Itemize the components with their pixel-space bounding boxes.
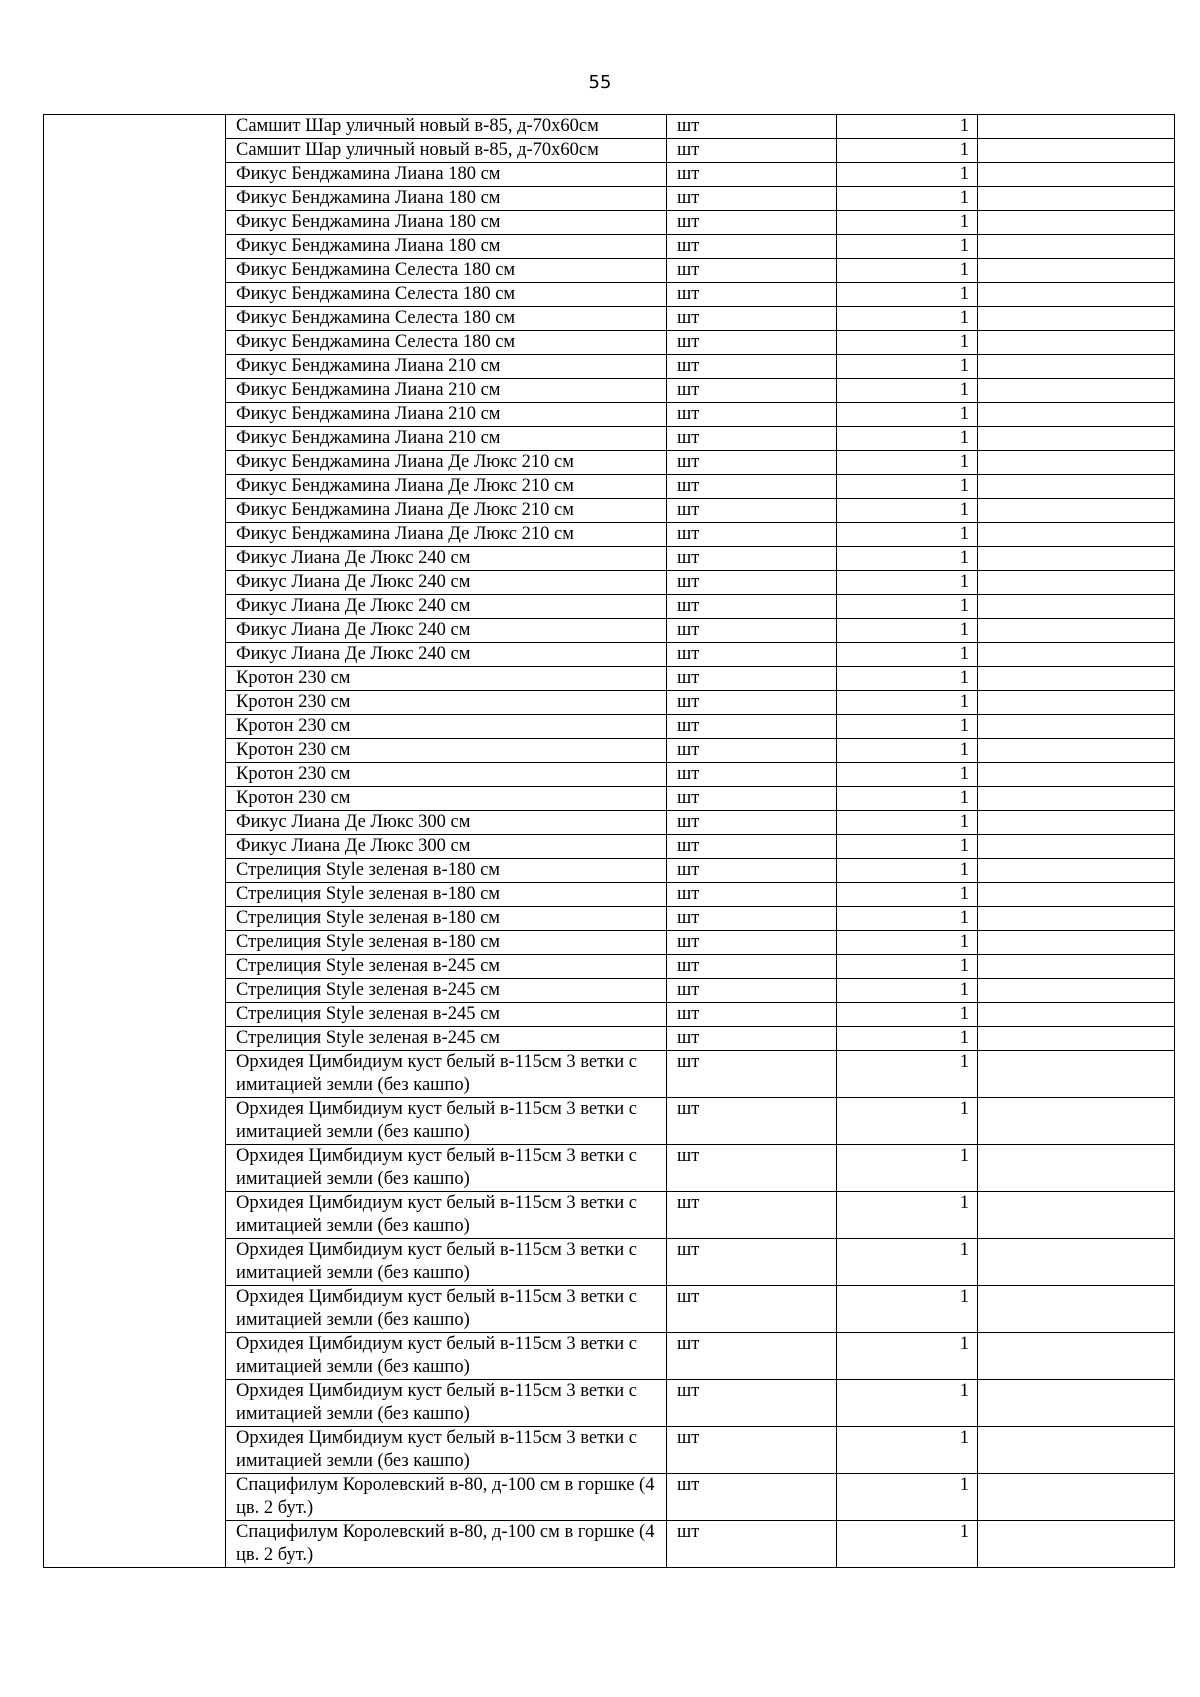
empty-notes-cell — [978, 211, 1175, 235]
unit-cell: шт — [667, 1003, 837, 1027]
empty-notes-cell — [978, 475, 1175, 499]
empty-notes-cell — [978, 355, 1175, 379]
unit-cell: шт — [667, 1027, 837, 1051]
item-name-cell: Орхидея Цимбидиум куст белый в-115см 3 ветки с имитацией земли (без кашпо) — [226, 1239, 667, 1286]
item-name-cell: Фикус Лиана Де Люкс 300 см — [226, 835, 667, 859]
item-name-cell: Стрелиция Style зеленая в-245 см — [226, 1003, 667, 1027]
item-name-cell: Стрелиция Style зеленая в-245 см — [226, 1027, 667, 1051]
empty-notes-cell — [978, 163, 1175, 187]
item-name-cell: Стрелиция Style зеленая в-245 см — [226, 979, 667, 1003]
unit-cell: шт — [667, 1145, 837, 1192]
unit-cell: шт — [667, 931, 837, 955]
item-name-cell: Орхидея Цимбидиум куст белый в-115см 3 ветки с имитацией земли (без кашпо) — [226, 1051, 667, 1098]
unit-cell: шт — [667, 259, 837, 283]
unit-cell: шт — [667, 307, 837, 331]
empty-notes-cell — [978, 979, 1175, 1003]
items-table-body — [44, 115, 1175, 1568]
item-name-cell: Фикус Бенджамина Лиана Де Люкс 210 см — [226, 499, 667, 523]
item-name-cell: Фикус Лиана Де Люкс 240 см — [226, 595, 667, 619]
unit-cell: шт — [667, 955, 837, 979]
unit-cell: шт — [667, 1474, 837, 1521]
unit-cell: шт — [667, 187, 837, 211]
unit-cell: шт — [667, 835, 837, 859]
item-name-cell: Стрелиция Style зеленая в-180 см — [226, 883, 667, 907]
quantity-cell: 1 — [837, 1003, 978, 1027]
empty-notes-cell — [978, 499, 1175, 523]
empty-notes-cell — [978, 907, 1175, 931]
unit-cell: шт — [667, 667, 837, 691]
empty-notes-cell — [978, 691, 1175, 715]
quantity-cell: 1 — [837, 763, 978, 787]
item-name-cell: Орхидея Цимбидиум куст белый в-115см 3 ветки с имитацией земли (без кашпо) — [226, 1286, 667, 1333]
empty-notes-cell — [978, 1286, 1175, 1333]
quantity-cell: 1 — [837, 907, 978, 931]
empty-notes-cell — [978, 1521, 1175, 1568]
item-name-cell: Стрелиция Style зеленая в-180 см — [226, 907, 667, 931]
quantity-cell: 1 — [837, 355, 978, 379]
unit-cell: шт — [667, 979, 837, 1003]
empty-notes-cell — [978, 619, 1175, 643]
quantity-cell: 1 — [837, 643, 978, 667]
unit-cell: шт — [667, 355, 837, 379]
unit-cell: шт — [667, 1192, 837, 1239]
quantity-cell: 1 — [837, 955, 978, 979]
quantity-cell: 1 — [837, 691, 978, 715]
quantity-cell: 1 — [837, 547, 978, 571]
empty-notes-cell — [978, 787, 1175, 811]
quantity-cell: 1 — [837, 883, 978, 907]
empty-notes-cell — [978, 811, 1175, 835]
unit-cell: шт — [667, 379, 837, 403]
item-name-cell: Кротон 230 см — [226, 763, 667, 787]
quantity-cell: 1 — [837, 1145, 978, 1192]
quantity-cell: 1 — [837, 595, 978, 619]
unit-cell: шт — [667, 1380, 837, 1427]
item-name-cell: Кротон 230 см — [226, 787, 667, 811]
quantity-cell: 1 — [837, 211, 978, 235]
unit-cell: шт — [667, 907, 837, 931]
quantity-cell: 1 — [837, 619, 978, 643]
quantity-cell: 1 — [837, 1051, 978, 1098]
unit-cell: шт — [667, 691, 837, 715]
unit-cell: шт — [667, 811, 837, 835]
quantity-cell: 1 — [837, 811, 978, 835]
empty-notes-cell — [978, 955, 1175, 979]
unit-cell: шт — [667, 1051, 837, 1098]
unit-cell: шт — [667, 499, 837, 523]
item-name-cell: Фикус Бенджамина Лиана 180 см — [226, 235, 667, 259]
quantity-cell: 1 — [837, 1239, 978, 1286]
quantity-cell: 1 — [837, 1027, 978, 1051]
quantity-cell: 1 — [837, 931, 978, 955]
empty-notes-cell — [978, 1239, 1175, 1286]
unit-cell: шт — [667, 475, 837, 499]
item-name-cell: Орхидея Цимбидиум куст белый в-115см 3 ветки с имитацией земли (без кашпо) — [226, 1427, 667, 1474]
quantity-cell: 1 — [837, 739, 978, 763]
unit-cell: шт — [667, 547, 837, 571]
empty-notes-cell — [978, 1333, 1175, 1380]
item-name-cell: Фикус Бенджамина Лиана Де Люкс 210 см — [226, 451, 667, 475]
empty-notes-cell — [978, 931, 1175, 955]
empty-notes-cell — [978, 1003, 1175, 1027]
quantity-cell: 1 — [837, 331, 978, 355]
unit-cell: шт — [667, 859, 837, 883]
item-name-cell: Фикус Лиана Де Люкс 240 см — [226, 643, 667, 667]
item-name-cell: Спацифилум Королевский в-80, д-100 см в горшке (4 цв. 2 бут.) — [226, 1521, 667, 1568]
item-name-cell: Фикус Бенджамина Селеста 180 см — [226, 283, 667, 307]
empty-notes-cell — [978, 1192, 1175, 1239]
quantity-cell: 1 — [837, 379, 978, 403]
quantity-cell: 1 — [837, 163, 978, 187]
item-name-cell: Стрелиция Style зеленая в-245 см — [226, 955, 667, 979]
unit-cell: шт — [667, 523, 837, 547]
item-name-cell: Фикус Бенджамина Селеста 180 см — [226, 259, 667, 283]
page-number: 55 — [588, 72, 612, 93]
empty-index-cell — [44, 115, 226, 1568]
item-name-cell: Орхидея Цимбидиум куст белый в-115см 3 ветки с имитацией земли (без кашпо) — [226, 1145, 667, 1192]
item-name-cell: Фикус Лиана Де Люкс 240 см — [226, 619, 667, 643]
unit-cell: шт — [667, 163, 837, 187]
empty-notes-cell — [978, 235, 1175, 259]
item-name-cell: Самшит Шар уличный новый в-85, д-70х60см — [226, 115, 667, 139]
empty-notes-cell — [978, 259, 1175, 283]
unit-cell: шт — [667, 1521, 837, 1568]
item-name-cell: Фикус Лиана Де Люкс 240 см — [226, 571, 667, 595]
quantity-cell: 1 — [837, 1286, 978, 1333]
item-name-cell: Фикус Бенджамина Лиана Де Люкс 210 см — [226, 523, 667, 547]
quantity-cell: 1 — [837, 715, 978, 739]
empty-notes-cell — [978, 1474, 1175, 1521]
empty-notes-cell — [978, 739, 1175, 763]
item-name-cell: Орхидея Цимбидиум куст белый в-115см 3 ветки с имитацией земли (без кашпо) — [226, 1192, 667, 1239]
item-name-cell: Фикус Лиана Де Люкс 300 см — [226, 811, 667, 835]
unit-cell: шт — [667, 427, 837, 451]
unit-cell: шт — [667, 211, 837, 235]
item-name-cell: Фикус Бенджамина Селеста 180 см — [226, 331, 667, 355]
empty-notes-cell — [978, 523, 1175, 547]
empty-notes-cell — [978, 667, 1175, 691]
empty-notes-cell — [978, 547, 1175, 571]
quantity-cell: 1 — [837, 1521, 978, 1568]
empty-notes-cell — [978, 451, 1175, 475]
empty-notes-cell — [978, 331, 1175, 355]
item-name-cell: Орхидея Цимбидиум куст белый в-115см 3 ветки с имитацией земли (без кашпо) — [226, 1380, 667, 1427]
empty-notes-cell — [978, 1380, 1175, 1427]
empty-notes-cell — [978, 1427, 1175, 1474]
unit-cell: шт — [667, 739, 837, 763]
quantity-cell: 1 — [837, 1380, 978, 1427]
quantity-cell: 1 — [837, 835, 978, 859]
empty-notes-cell — [978, 427, 1175, 451]
unit-cell: шт — [667, 883, 837, 907]
item-name-cell: Фикус Бенджамина Лиана 180 см — [226, 211, 667, 235]
empty-notes-cell — [978, 403, 1175, 427]
unit-cell: шт — [667, 403, 837, 427]
item-name-cell: Фикус Бенджамина Лиана Де Люкс 210 см — [226, 475, 667, 499]
empty-notes-cell — [978, 715, 1175, 739]
item-name-cell: Самшит Шар уличный новый в-85, д-70х60см — [226, 139, 667, 163]
quantity-cell: 1 — [837, 1192, 978, 1239]
unit-cell: шт — [667, 283, 837, 307]
unit-cell: шт — [667, 763, 837, 787]
item-name-cell: Фикус Лиана Де Люкс 240 см — [226, 547, 667, 571]
item-name-cell: Кротон 230 см — [226, 691, 667, 715]
quantity-cell: 1 — [837, 859, 978, 883]
quantity-cell: 1 — [837, 499, 978, 523]
quantity-cell: 1 — [837, 1427, 978, 1474]
empty-notes-cell — [978, 835, 1175, 859]
empty-notes-cell — [978, 283, 1175, 307]
quantity-cell: 1 — [837, 235, 978, 259]
empty-notes-cell — [978, 379, 1175, 403]
quantity-cell: 1 — [837, 403, 978, 427]
unit-cell: шт — [667, 1427, 837, 1474]
item-name-cell: Кротон 230 см — [226, 739, 667, 763]
quantity-cell: 1 — [837, 787, 978, 811]
item-name-cell: Орхидея Цимбидиум куст белый в-115см 3 ветки с имитацией земли (без кашпо) — [226, 1098, 667, 1145]
quantity-cell: 1 — [837, 259, 978, 283]
unit-cell: шт — [667, 787, 837, 811]
unit-cell: шт — [667, 115, 837, 139]
unit-cell: шт — [667, 715, 837, 739]
empty-notes-cell — [978, 1098, 1175, 1145]
item-name-cell: Кротон 230 см — [226, 715, 667, 739]
quantity-cell: 1 — [837, 283, 978, 307]
empty-notes-cell — [978, 115, 1175, 139]
quantity-cell: 1 — [837, 115, 978, 139]
empty-notes-cell — [978, 883, 1175, 907]
empty-notes-cell — [978, 1027, 1175, 1051]
item-name-cell: Фикус Бенджамина Лиана 180 см — [226, 187, 667, 211]
empty-notes-cell — [978, 859, 1175, 883]
quantity-cell: 1 — [837, 427, 978, 451]
table-row — [44, 115, 1175, 139]
unit-cell: шт — [667, 1286, 837, 1333]
quantity-cell: 1 — [837, 139, 978, 163]
item-name-cell: Стрелиция Style зеленая в-180 см — [226, 859, 667, 883]
empty-notes-cell — [978, 1145, 1175, 1192]
quantity-cell: 1 — [837, 1474, 978, 1521]
quantity-cell: 1 — [837, 571, 978, 595]
empty-notes-cell — [978, 307, 1175, 331]
empty-notes-cell — [978, 595, 1175, 619]
item-name-cell: Фикус Бенджамина Лиана 210 см — [226, 427, 667, 451]
quantity-cell: 1 — [837, 1333, 978, 1380]
item-name-cell: Кротон 230 см — [226, 667, 667, 691]
quantity-cell: 1 — [837, 451, 978, 475]
items-table — [43, 114, 1175, 1568]
unit-cell: шт — [667, 1239, 837, 1286]
item-name-cell: Фикус Бенджамина Лиана 180 см — [226, 163, 667, 187]
quantity-cell: 1 — [837, 667, 978, 691]
quantity-cell: 1 — [837, 1098, 978, 1145]
quantity-cell: 1 — [837, 475, 978, 499]
unit-cell: шт — [667, 1098, 837, 1145]
item-name-cell: Фикус Бенджамина Селеста 180 см — [226, 307, 667, 331]
unit-cell: шт — [667, 235, 837, 259]
item-name-cell: Орхидея Цимбидиум куст белый в-115см 3 ветки с имитацией земли (без кашпо) — [226, 1333, 667, 1380]
empty-notes-cell — [978, 763, 1175, 787]
empty-notes-cell — [978, 187, 1175, 211]
item-name-cell: Фикус Бенджамина Лиана 210 см — [226, 403, 667, 427]
item-name-cell: Стрелиция Style зеленая в-180 см — [226, 931, 667, 955]
empty-notes-cell — [978, 1051, 1175, 1098]
unit-cell: шт — [667, 331, 837, 355]
unit-cell: шт — [667, 595, 837, 619]
unit-cell: шт — [667, 619, 837, 643]
empty-notes-cell — [978, 571, 1175, 595]
unit-cell: шт — [667, 1333, 837, 1380]
item-name-cell: Фикус Бенджамина Лиана 210 см — [226, 379, 667, 403]
unit-cell: шт — [667, 451, 837, 475]
item-name-cell: Спацифилум Королевский в-80, д-100 см в горшке (4 цв. 2 бут.) — [226, 1474, 667, 1521]
item-name-cell: Фикус Бенджамина Лиана 210 см — [226, 355, 667, 379]
empty-notes-cell — [978, 139, 1175, 163]
quantity-cell: 1 — [837, 307, 978, 331]
quantity-cell: 1 — [837, 979, 978, 1003]
quantity-cell: 1 — [837, 523, 978, 547]
unit-cell: шт — [667, 139, 837, 163]
unit-cell: шт — [667, 643, 837, 667]
unit-cell: шт — [667, 571, 837, 595]
empty-notes-cell — [978, 643, 1175, 667]
quantity-cell: 1 — [837, 187, 978, 211]
